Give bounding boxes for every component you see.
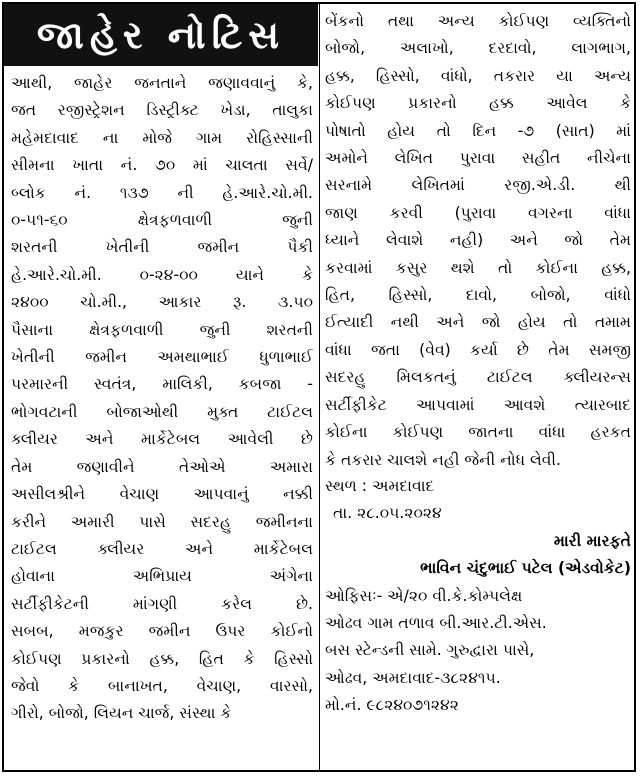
office-address-line: ઓઢવ, અમદાવાદ-૩૮૨૪૧૫. (325, 668, 501, 687)
notice-title: જાહેર નોટિસ (36, 12, 286, 57)
right-text-line: અમોને લેખિત પુરાવા સહીત નીચેના (325, 149, 631, 168)
left-text-line: જત રજીસ્ટ્રેશન ડિસ્ટ્રીક્ટ ખેડા, તાલુકા (11, 101, 313, 120)
right-column-text (325, 8, 631, 474)
left-text-line: કરીને અમારી પાસે સદરહુ જમીનના (11, 512, 313, 531)
left-text-line: સીમના ખાતા નં. ૭૦ માં ચાલતા સર્વે/ (11, 156, 313, 175)
right-text-line: ધ્યાને લેવાશે નહી) અને જો તેમ (325, 231, 631, 250)
left-column-text (11, 70, 313, 728)
right-text-line: સરનામે લેખિતમાં રજી.એ.ડી. થી (325, 176, 631, 195)
left-text-line: હે.આરે.ચો.મી. ૦-૨૪-૦૦ યાને કે (11, 265, 313, 284)
date-line: તા. ૨૮.૦૫.૨૦૨૪ (333, 504, 442, 523)
left-text-line: ૨૪૦૦ ચો.મી., આકાર રૂ. ૩.૫૦ (11, 293, 313, 312)
right-text-line: બોજો, અલાખો, દરદાવો, લાગભાગ, (325, 39, 631, 58)
office-address (325, 583, 631, 693)
right-text-line: જાણ કરવી (પુરાવા વગરના વાંધા (325, 203, 631, 222)
left-text-line: ક્લીયર અને માર્કેટેબલ આવેલી છે (11, 430, 313, 449)
left-text-line: આથી, જાહેર જનતાને જણાવવાનું કે, (11, 74, 313, 92)
right-text-line: વાંધા જતા (વેવ) કર્યા છે તેમ સમજી (325, 340, 631, 359)
left-text-line: ખેતીની જમીન અમથાભાઈ ધુળાભાઈ (11, 348, 313, 367)
left-text-line: કોઈપણ પ્રકારનો હક્ક, હિત કે હિસ્સો (11, 649, 313, 668)
right-text-line: બેંકનો તથા અન્ય કોઈપણ વ્યક્તિનો (325, 12, 631, 30)
right-text-line: કે તકરાર ચાલશે નહી જેની નોધ લેવી. (325, 450, 561, 469)
office-address-line: ઓફિસઃ- એ/૨૦ વી.કે.કોમ્પલેક્ષ (325, 586, 523, 605)
right-text-line: ઈત્યાદી નથી અને જો હોય તો તમામ (325, 313, 631, 332)
right-text-line: હિત, હિસ્સો, દાવો, બોજો, વાંધો (325, 286, 631, 305)
right-text-line: સર્ટીફીકેટ આપવામાં આવશે ત્યારબાદ (325, 395, 631, 414)
right-text-line: કોઈના કોઈપણ જાતના વાંધા હરકત (325, 423, 631, 442)
office-address-line: બસ સ્ટેન્ડની સામે. ગુરુદ્વારા પાસે, (325, 641, 535, 660)
notice-frame (2, 2, 636, 772)
left-text-line: બ્લોક નં. ૧૩૭ ની હે.આરે.ચો.મી. (11, 183, 313, 202)
left-text-line: ભોગવટાની બોજાઓથી મુક્ત ટાઈટલ (11, 402, 313, 421)
left-text-line: શરતની ખેતીની જમીન પૈકી (11, 238, 313, 257)
place-line: સ્થળ : અમદાવાદ (325, 477, 435, 495)
left-text-line: અસીલશ્રીને વેચાણ આપવાનું નક્કી (11, 485, 313, 504)
office-address-line: ઓઢવ ગામ તળાવ બી.આર.ટી.એસ. (325, 614, 547, 633)
left-text-line: મહેમદાવાદ ના મોજે ગામ રોહિસ્સાની (11, 128, 313, 147)
left-text-line: ગીરો, બોજો, લિયન ચાર્જ, સંસ્થા કે (11, 704, 232, 723)
left-text-line: જેવો કે બાનાખત, વેચાણ, વારસો, (11, 676, 313, 695)
left-text-line: હોવાના અભિપ્રાય અંગેના (11, 567, 313, 586)
left-text-line: પૈસાના ક્ષેત્રફળવાળી જુની શરતની (11, 320, 313, 339)
mobile-number: મો.નં. ૯૮૨૪૦૭૧૨૪૨ (325, 696, 459, 715)
right-text-line: હક્ક, હિસ્સો, વાંધો, તકરાર યા અન્ય (325, 66, 631, 85)
column-divider (319, 4, 320, 770)
left-text-line: સર્ટીફીકેટની માંગણી કરેલ છે. (11, 594, 313, 613)
through-line: મારી મારફતે (553, 531, 631, 550)
right-text-line: પોષાતો હોય તો દિન -૭ (સાત) માં (325, 121, 631, 140)
left-text-line: ૦-૫૧-૬૦ ક્ષેત્રફળવાળી જુની (11, 211, 313, 230)
signature-block (325, 473, 631, 720)
notice-title-banner (4, 4, 318, 66)
left-text-line: પરમારની સ્વતંત્ર, માલિકી, કબજા - (11, 375, 313, 394)
left-text-line: ટાઈટલ ક્લીયર અને માર્કેટેબલ (11, 539, 313, 558)
left-text-line: સબબ, મજકુર જમીન ઉપર કોઈનો (11, 622, 313, 641)
right-text-line: કોઈપણ પ્રકારનો હક્ક આવેલ કે (325, 94, 631, 113)
right-text-line: કરવામાં કસુર થશે તો કોઈના હક્ક, (325, 258, 631, 277)
advocate-name: ભાવિન ચંદુભાઈ પટેલ (એડવોકેટ) (420, 559, 631, 578)
left-text-line: તેમ જણાવીને તેઓએ અમારા (11, 457, 313, 476)
right-text-line: સદરહુ મિલકતનું ટાઈટલ ક્લીયરન્સ (325, 368, 631, 387)
